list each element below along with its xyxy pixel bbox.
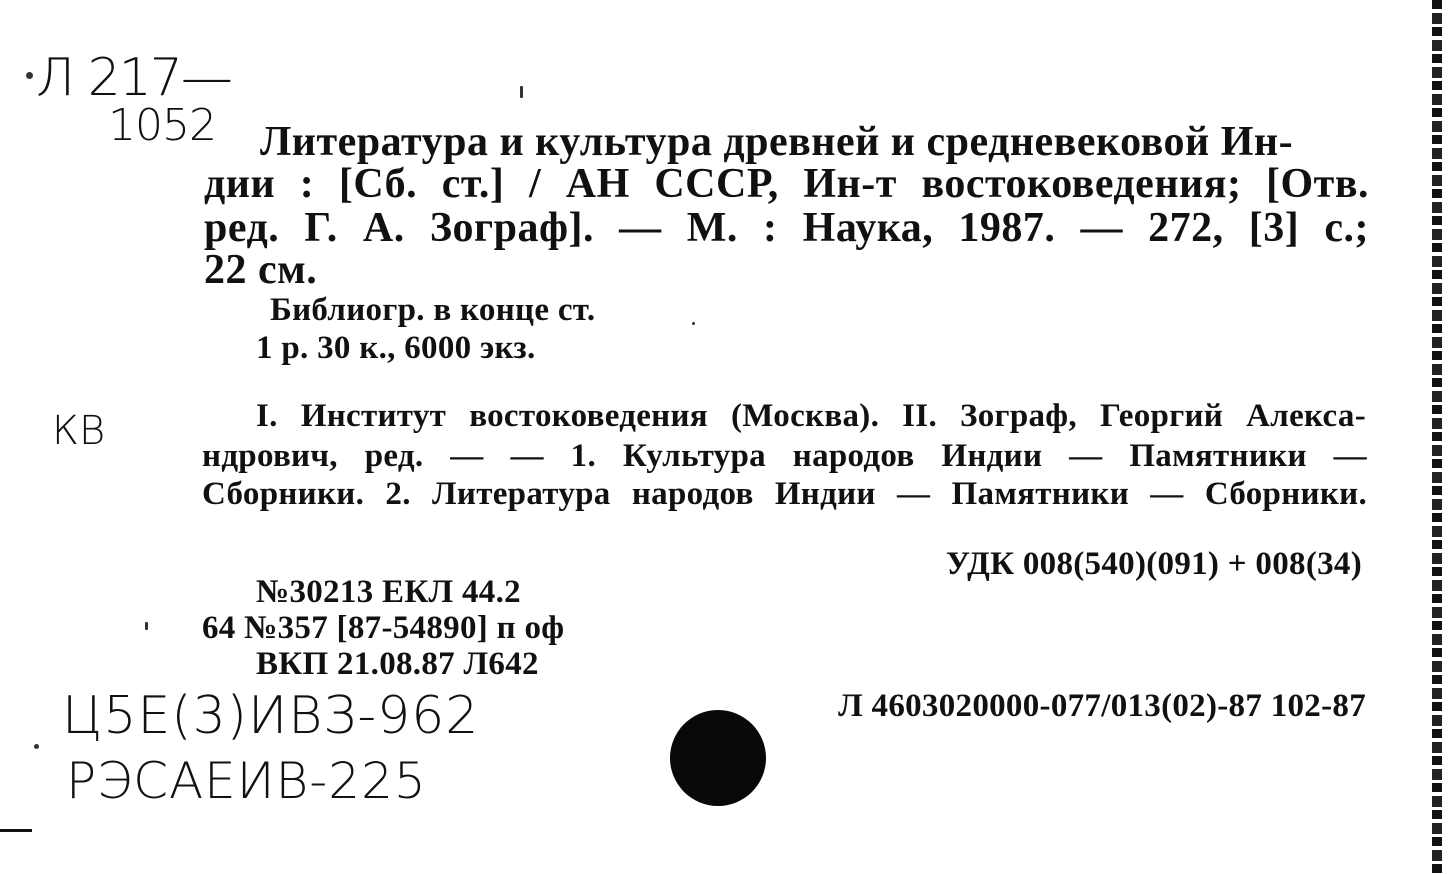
ink-speck — [34, 744, 39, 749]
edge-dash — [0, 829, 32, 832]
entry-imprint-line: ред. Г. А. Зограф]. — М. : Наука, 1987. — 272, [3] с.; — [204, 205, 1369, 251]
ink-speck — [692, 322, 695, 325]
price-and-print-run: 1 р. 30 к., 6000 экз. — [256, 330, 536, 366]
card-edge — [1432, 0, 1442, 874]
subject-tracing-line: ндрович, ред. — — 1. Культура народов Индии — Памятники — — [202, 438, 1367, 474]
ink-speck — [145, 622, 148, 630]
handwritten-subject-code: РЭСАЕИВ-225 — [66, 752, 427, 810]
inventory-line: №30213 ЕКЛ 44.2 — [256, 574, 521, 610]
subject-tracing-line: I. Институт востоковедения (Москва). II. Зограф, Георгий Алекса- — [256, 398, 1366, 434]
handwritten-shelf-number: 1052 — [108, 100, 216, 151]
handwritten-side-mark: КВ — [52, 408, 106, 454]
bibliography-note: Библиогр. в конце ст. — [270, 292, 596, 328]
udk-classification: УДК 008(540)(091) + 008(34) — [945, 546, 1362, 582]
handwritten-shelf-mark: Л 217— — [36, 48, 231, 108]
inventory-line: ВКП 21.08.87 Л642 — [256, 646, 539, 682]
ink-speck — [520, 86, 523, 98]
entry-publication-line: дии : [Сб. ст.] / АН СССР, Ин-т востоковедения; [Отв. — [204, 161, 1369, 207]
subject-tracing-line: Сборники. 2. Литература народов Индии — Памятники — Сборники. — [202, 476, 1367, 512]
publisher-code: Л 4603020000-077/013(02)-87 102-87 — [838, 688, 1366, 724]
entry-size-line: 22 см. — [204, 247, 318, 293]
handwritten-classification-code: Ц5Е(3)ИВЗ-962 — [62, 686, 480, 746]
inventory-line: 64 №357 [87-54890] п оф — [202, 610, 565, 646]
punch-hole — [670, 710, 766, 806]
entry-title-line: Литература и культура древней и средневековой Ин- — [260, 119, 1294, 165]
ink-speck — [26, 72, 33, 79]
